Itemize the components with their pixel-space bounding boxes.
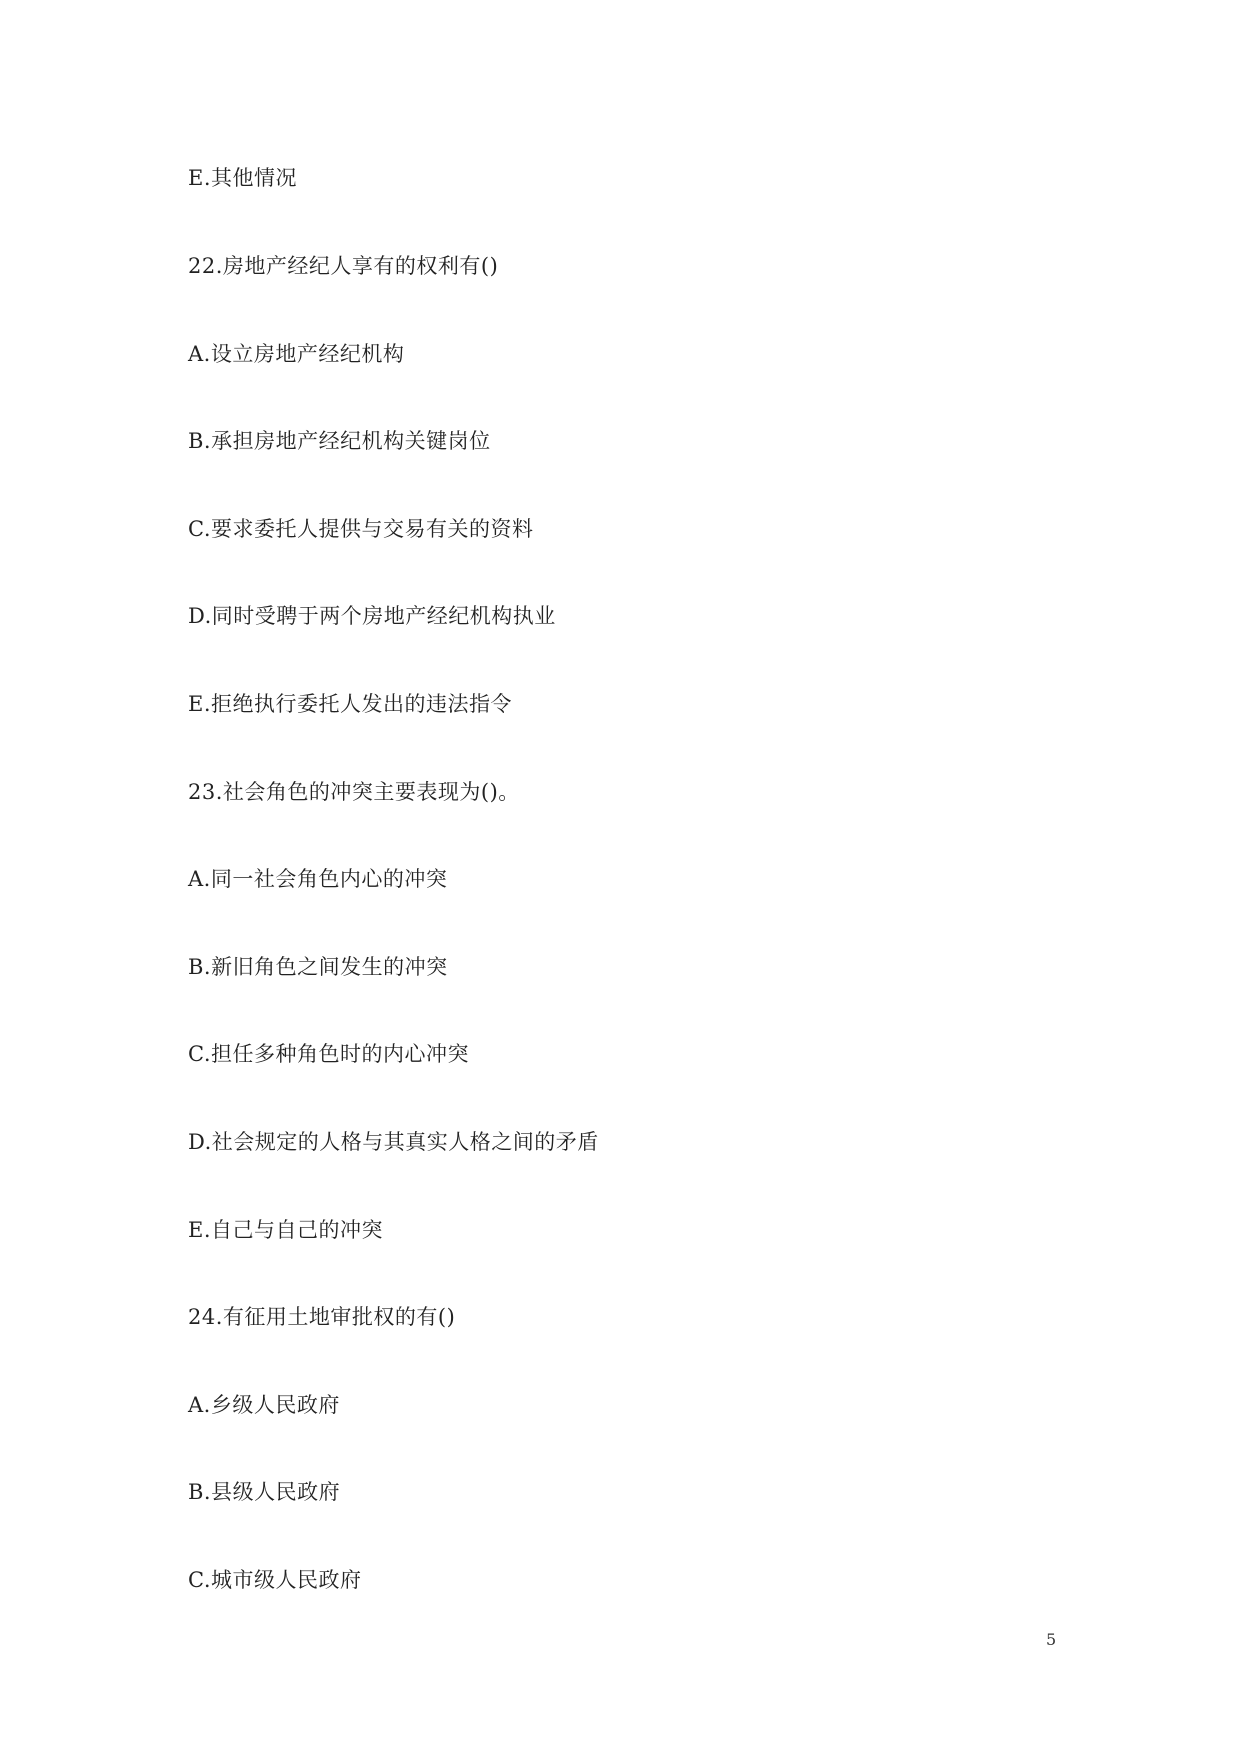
question-24: 24.有征用土地审批权的有() bbox=[188, 1305, 456, 1329]
option-c-q23: C.担任多种角色时的内心冲突 bbox=[188, 1042, 469, 1066]
question-22: 22.房地产经纪人享有的权利有() bbox=[188, 254, 499, 278]
page-number: 5 bbox=[1046, 1630, 1057, 1649]
option-e-q23: E.自己与自己的冲突 bbox=[188, 1218, 384, 1242]
question-23: 23.社会角色的冲突主要表现为()。 bbox=[188, 780, 520, 804]
option-d-q23: D.社会规定的人格与其真实人格之间的矛盾 bbox=[188, 1130, 599, 1154]
option-b-q24: B.县级人民政府 bbox=[188, 1480, 341, 1504]
option-c-q24: C.城市级人民政府 bbox=[188, 1568, 362, 1592]
option-e-q22: E.拒绝执行委托人发出的违法指令 bbox=[188, 692, 513, 716]
option-a-q22: A.设立房地产经纪机构 bbox=[188, 342, 405, 366]
option-b-q22: B.承担房地产经纪机构关键岗位 bbox=[188, 429, 491, 453]
option-a-q23: A.同一社会角色内心的冲突 bbox=[188, 867, 448, 891]
option-e-q21: E.其他情况 bbox=[188, 166, 298, 190]
option-a-q24: A.乡级人民政府 bbox=[188, 1393, 340, 1417]
option-b-q23: B.新旧角色之间发生的冲突 bbox=[188, 955, 448, 979]
option-c-q22: C.要求委托人提供与交易有关的资料 bbox=[188, 517, 534, 541]
option-d-q22: D.同时受聘于两个房地产经纪机构执业 bbox=[188, 604, 556, 628]
